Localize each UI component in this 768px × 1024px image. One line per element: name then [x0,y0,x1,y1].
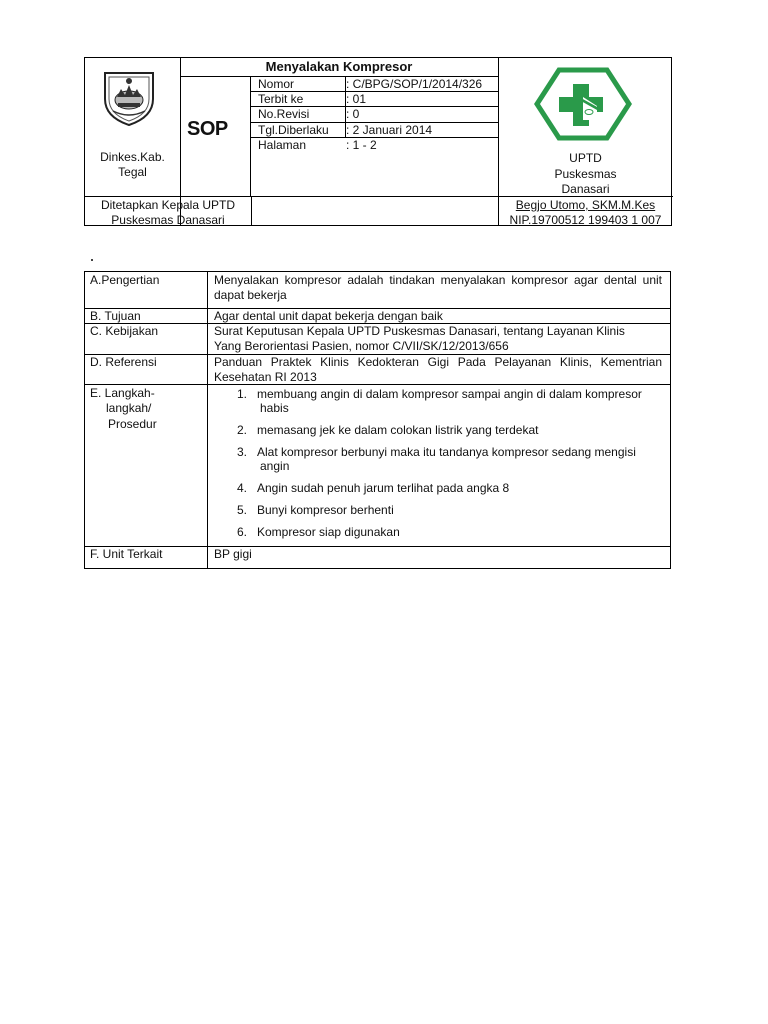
document-title: Menyalakan Kompresor [265,59,413,74]
procedure-step [235,481,665,495]
step-text: Alat kompresor berbunyi maka itu tandanya kompresor sedang mengisi [257,445,636,459]
step-text: memasang jek ke dalam colokan listrik yang terdekat [257,423,539,437]
meta-value-tgl: : 2 Januari 2014 [346,123,433,137]
section-text-kebijakan-2: Yang Berorientasi Pasien, nomor C/VII/SK/12/2013/656 [214,339,509,353]
step-text: Kompresor siap digunakan [257,525,400,539]
regency-crest-icon [99,69,159,127]
section-text-unit-terkait: BP gigi [214,547,252,561]
step-number: 3. [237,445,248,459]
sop-header-table [84,57,672,226]
approval-signatory-nip: NIP.19700512 199403 1 007 [509,213,662,227]
divider [85,196,673,197]
section-label-prosedur-3: Prosedur [108,417,157,431]
meta-value-terbit: : 01 [346,92,367,106]
section-text-tujuan: Agar dental unit dapat bekerja dengan baik [214,309,443,323]
stray-dot [91,259,93,261]
right-org-line-2: Puskesmas [554,167,617,181]
approval-signatory-name: Begjo Utomo, SKM.M.Kes [515,198,656,212]
section-text-kebijakan-1: Surat Keputusan Kepala UPTD Puskesmas Danasari, tentang Layanan Klinis [214,324,625,338]
section-label-pengertian: A.Pengertian [90,273,160,287]
section-label-tujuan: B. Tujuan [90,309,141,323]
section-label-kebijakan: C. Kebijakan [90,324,159,338]
right-org-line-1: UPTD [569,151,602,165]
step-number: 2. [237,423,248,437]
meta-value-nomor: : C/BPG/SOP/1/2014/326 [346,77,483,91]
step-text: Angin sudah penuh jarum terlihat pada angka 8 [257,481,510,495]
step-number: 4. [237,481,248,495]
procedure-step [235,503,665,517]
procedure-step [235,387,665,415]
step-number: 1. [237,387,248,401]
section-label-referensi: D. Referensi [90,355,157,369]
puskesmas-logo-icon [533,64,633,144]
section-text-referensi-1: Panduan Praktek Klinis Kedokteran Gigi Pada Pelayanan Klinis, Kementrian [214,355,662,369]
meta-label-tgl: Tgl.Diberlaku [258,123,329,137]
section-label-unit-terkait: F. Unit Terkait [90,547,163,561]
step-number: 5. [237,503,248,517]
row-divider [85,384,670,385]
column-divider [207,272,208,568]
section-label-prosedur-2: langkah/ [106,401,152,415]
divider [251,197,252,226]
step-text: membuang angin di dalam kompresor sampai angin di dalam kompresor [257,387,642,401]
section-text-pengertian-1: Menyalakan kompresor adalah tindakan menyalakan kompresor agar dental unit [214,273,662,287]
approval-left-line-1: Ditetapkan Kepala UPTD [100,198,236,212]
section-text-referensi-2: Kesehatan RI 2013 [214,370,317,384]
step-text-cont: habis [260,401,289,415]
procedure-step [235,525,665,539]
meta-label-revisi: No.Revisi [258,107,310,121]
left-org-line-2: Tegal [118,165,147,179]
sop-label: SOP [187,118,228,140]
section-label-prosedur-1: E. Langkah- [90,386,155,400]
meta-value-revisi: : 0 [346,107,360,121]
procedure-step [235,423,665,437]
meta-label-nomor: Nomor [258,77,295,91]
procedure-steps-list [235,387,665,547]
approval-left-line-2: Puskesmas Danasari [111,213,225,227]
procedure-step [235,445,665,473]
step-text-cont: angin [260,459,290,473]
meta-value-halaman: : 1 - 2 [346,138,377,152]
section-text-pengertian-2: dapat bekerja [214,288,287,302]
left-org-line-1: Dinkes.Kab. [100,150,165,164]
meta-label-terbit: Terbit ke [258,92,304,106]
step-number: 6. [237,525,248,539]
sop-content-table [84,271,671,569]
right-org-line-3: Danasari [561,182,610,196]
step-text: Bunyi kompresor berhenti [257,503,394,517]
meta-label-halaman: Halaman [258,138,307,152]
